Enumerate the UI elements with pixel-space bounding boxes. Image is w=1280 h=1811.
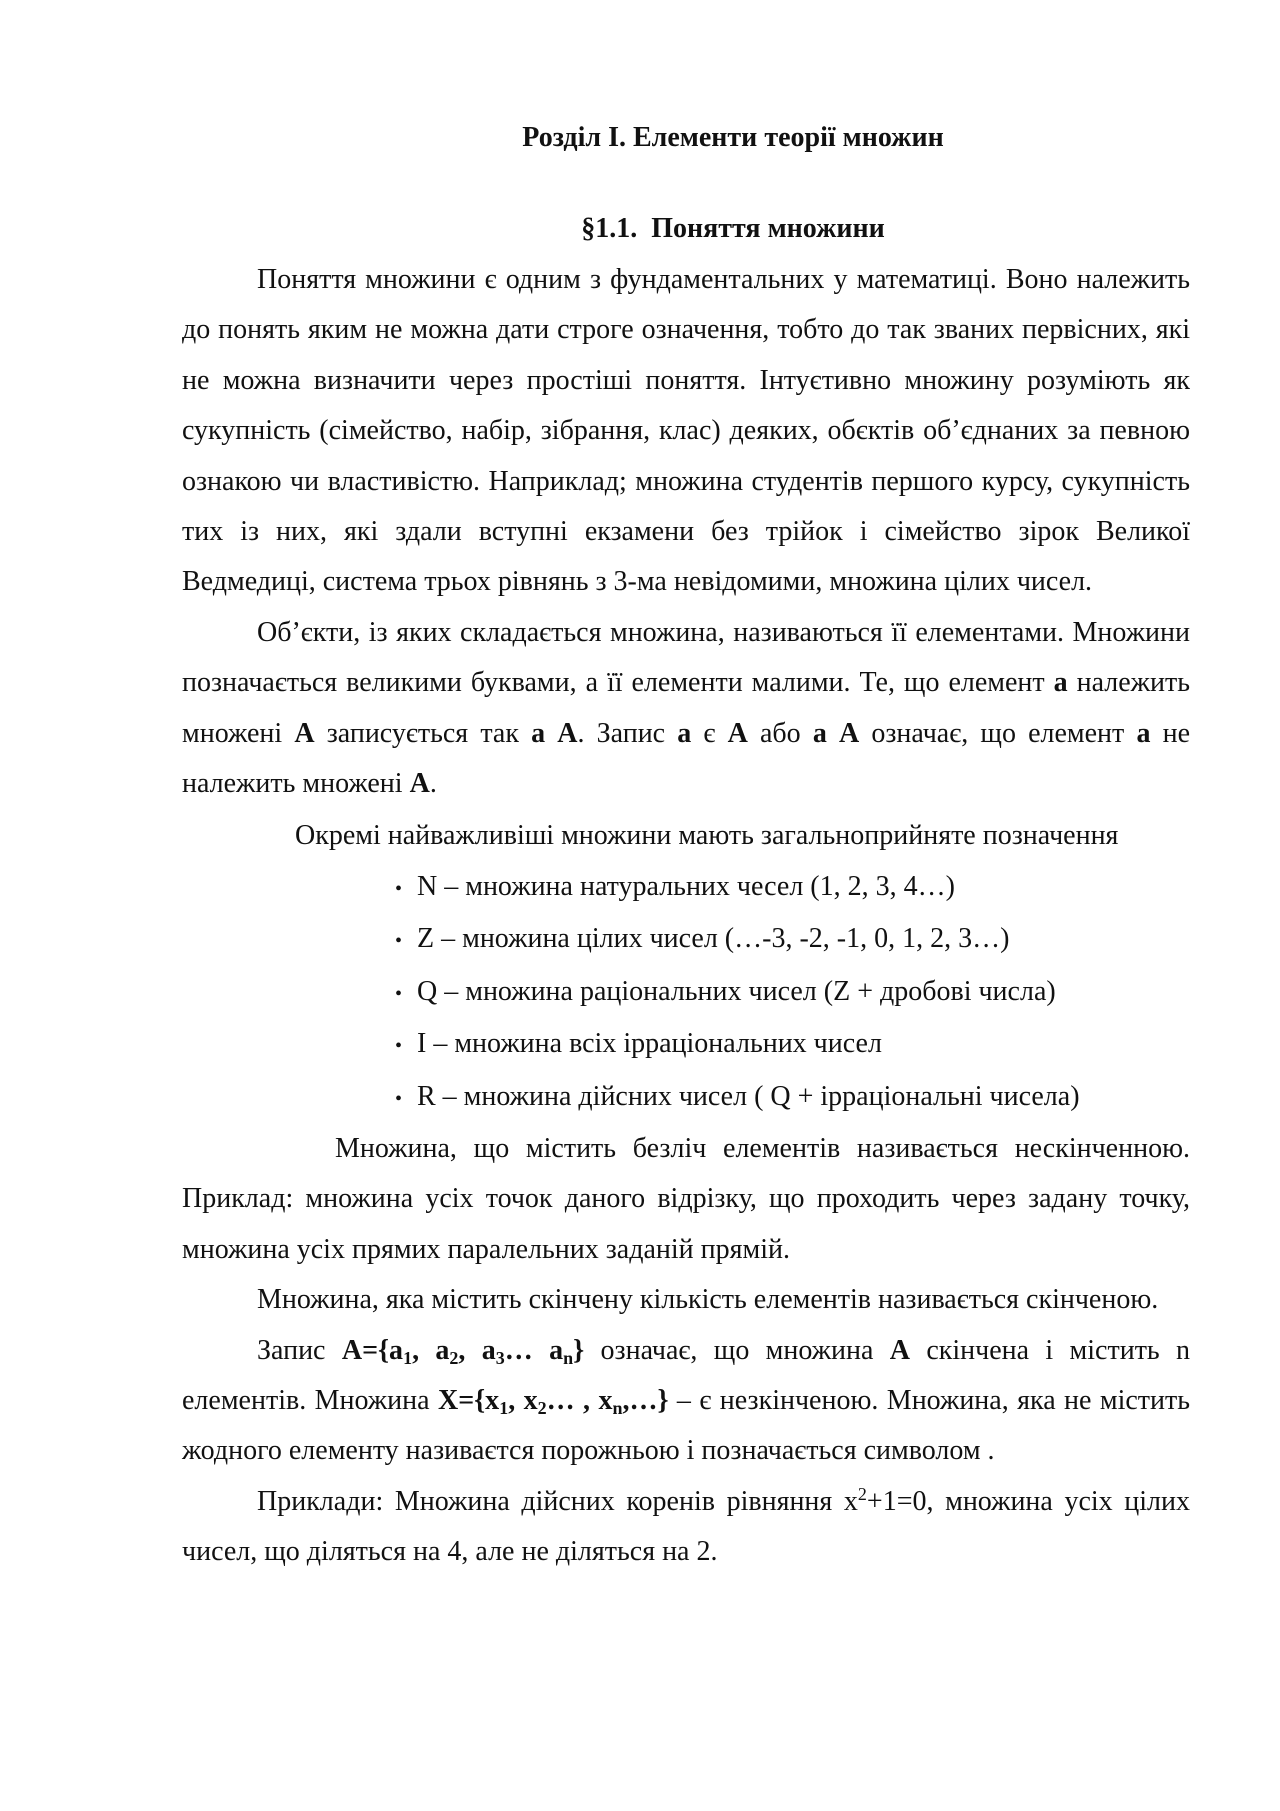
set-A: A [294,717,315,749]
element-a: a [812,717,827,749]
section-title: §1.1. Поняття множини [581,213,885,244]
bullet-icon: • [395,1035,403,1058]
bullet-icon: • [395,982,403,1005]
paragraph-infinite-set: Множина, що містить безліч елементів називається нескінченною. Приклад: множина усіх точок даного відрізку, що проходить через задану точку, множина усіх прямих паралельних заданій прямій. [182,1132,1190,1265]
bullet-icon: • [395,1087,403,1110]
set-A: A [409,768,430,800]
set-A: A [838,717,860,749]
set-notation-list [182,862,1190,1124]
finite-set-formula: $A=\{a_1$, $a_2$, $a_3\dots$ $a_n$} [341,1334,585,1368]
paragraph-set-notation: Запис $A=\{a_1$, $a_2$, $a_3\dots$ $a_n$} означає, що множина A скінчена і містить n елементів. Множина $X=\{x_1$, $x_2\dots$ , $x_n,\dots$} – є незкінченою. Множина, яка не містить жодного елементу називаєтся порожньою і позначається символом . [182,1334,1191,1467]
set-A: A [557,717,578,749]
list-item: • N – множина натуральних чесел (1, 2, 3, 4…) [395,862,1190,914]
bullet-icon: • [395,930,403,953]
list-item: • R – множина дійсних чисел ( Q + ірраціональні чисела) [395,1072,1190,1124]
set-A: A [889,1334,911,1366]
paragraph-definition: Поняття множини є одним з фундаментальних у математиці. Воно належить до понять яким не можна дати строге означення, тобто до так званих первісних, які не можна визначити через простіші поняття. Інтуєтивно множину розуміють як сукупність (сімейство, набір, зібрання, клас) деяких, обєктів об’єднаних за певною ознакою чи властивістю. Наприклад; множина студентів першого курсу, сукупність тих із них, які здали вступні екзамени без трійок і сімейство зірок Великої Ведмедиці, система трьох рівнянь з 3-ма невідомими, множина цілих чисел. [182,264,1190,598]
element-a: a [531,717,546,749]
element-a: a [1053,667,1068,699]
text-flow [182,255,1190,1578]
paragraph-finite-set: Множина, яка містить скінчену кількість елементів називається скінченою. [257,1284,1159,1316]
chapter-title: Розділ І. Елементи теорії множин [522,122,944,153]
set-A: A [727,717,748,749]
infinite-set-formula: $X=\{x_1$, $x_2\dots$ , $x_n,\dots$} [437,1384,669,1418]
paragraph-elements: Об’єкти, із яких складається множина, називаються її елементами. Множини позначається великими буквами, а її елементи малими. Те, що елемент a належить множені A записується так a A. Запис a є A або a A означає, що елемент a не належить множені A. [182,616,1190,800]
bullet-icon: • [395,877,403,900]
paragraph-examples: Приклади: Множина дійсних коренів рівняння $x^2+1=0$, множина усіх цілих чисел, що діляться на 4, але не діляться на 2. [182,1483,1190,1568]
element-a: a [1136,717,1151,749]
element-a: a [677,717,692,749]
list-item: • I – множина всіх ірраціональних чисел [395,1019,1190,1071]
list-item: • Q – множина раціональних чисел (Z + дробові числа) [395,967,1190,1019]
list-item: • Z – множина цілих чисел (…-3, -2, -1, 0, 1, 2, 3…) [395,914,1190,966]
paragraph-notation-intro: Окремі найважливіші множини мають загальноприйняте позначення [295,820,1119,852]
